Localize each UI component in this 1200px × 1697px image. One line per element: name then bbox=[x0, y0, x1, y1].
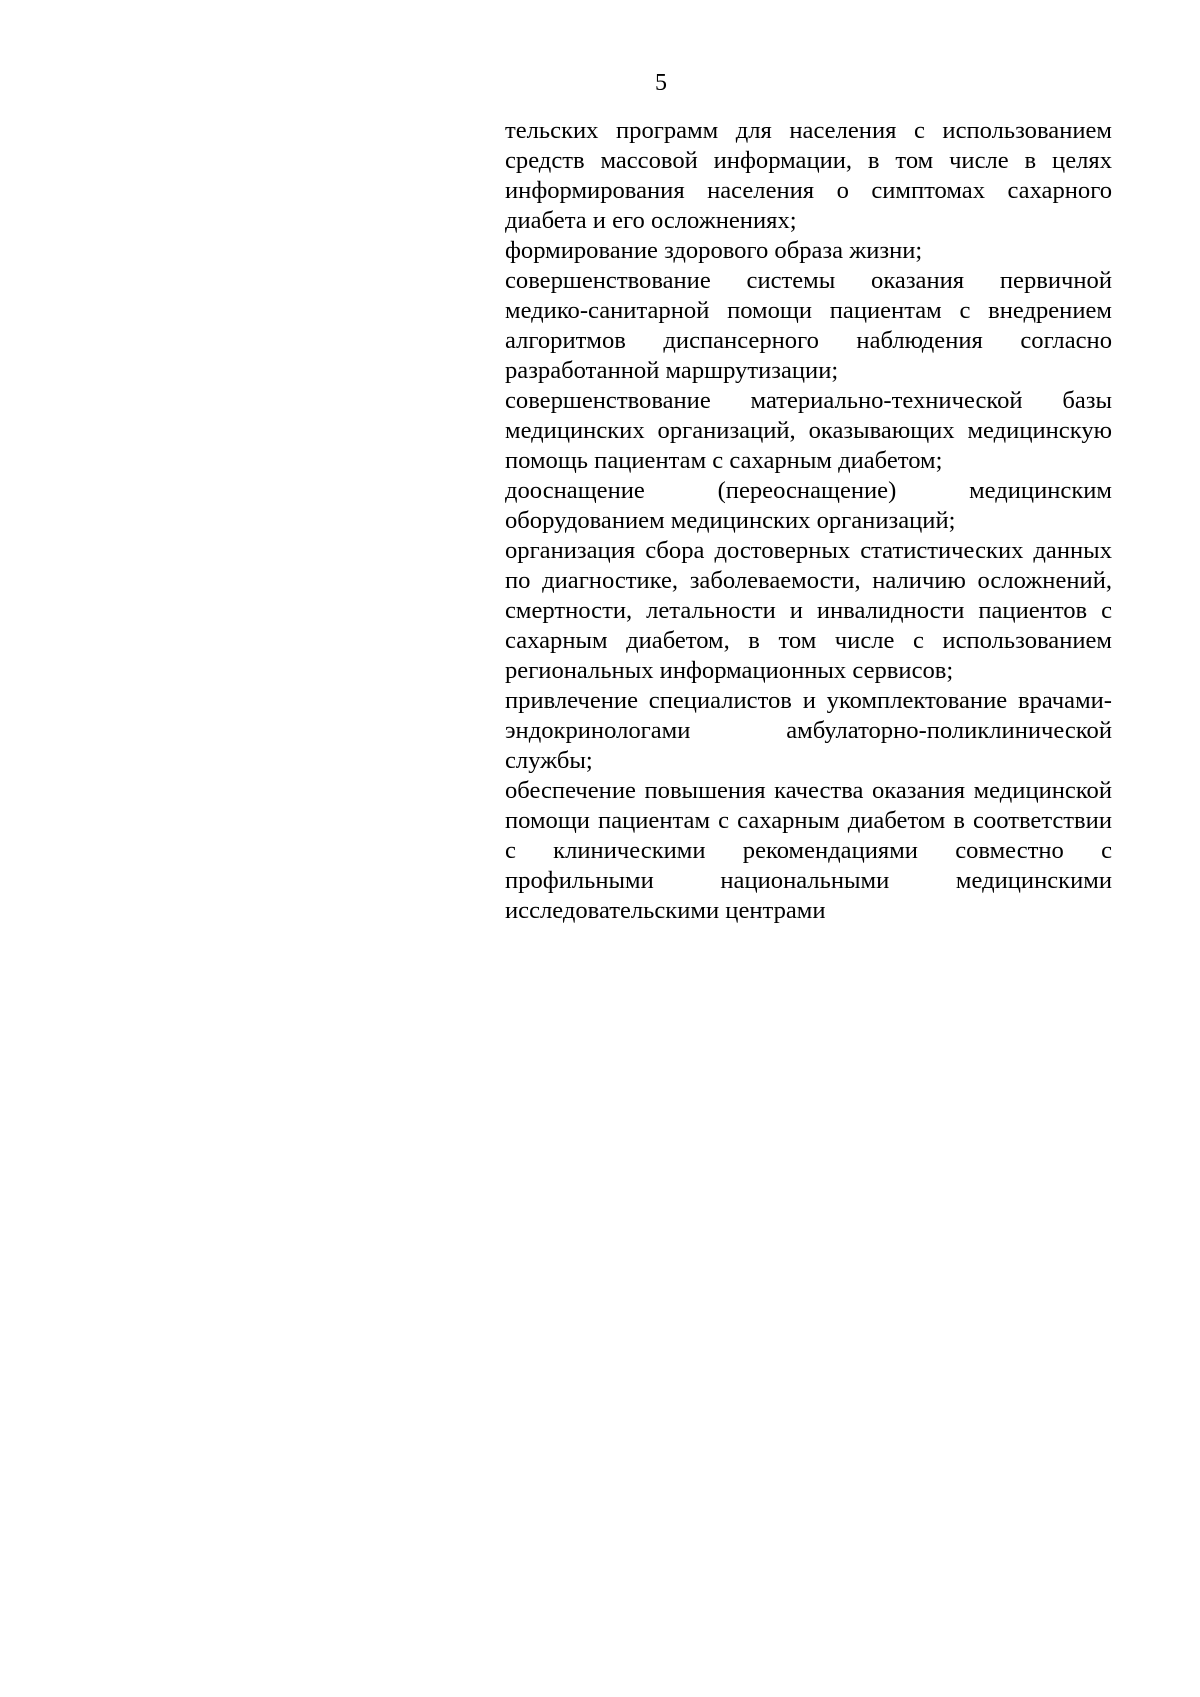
paragraph-5: дооснащение (переоснащение) медицинским оборудованием медицинских организаций; bbox=[505, 477, 1112, 534]
paragraph-6: организация сбора достоверных статистических данных по диагностике, заболеваемости, наличию осложнений, смертности, летальности и инвалидности пациентов с сахарным диабетом, в том числе с использованием региональных информационных сервисов; bbox=[505, 537, 1112, 684]
paragraph-2: формирование здорового образа жизни; bbox=[505, 237, 923, 264]
paragraph-7: привлечение специалистов и укомплектование врачами-эндокринологами амбулаторно-поликлинической службы; bbox=[505, 687, 1112, 774]
paragraph-3: совершенствование системы оказания первичной медико-санитарной помощи пациентам с внедрением алгоритмов диспансерного наблюдения согласно разработанной маршрутизации; bbox=[505, 267, 1112, 384]
paragraph-1: тельских программ для населения с использованием средств массовой информации, в том числе в целях информирования населения о симптомах сахарного диабета и его осложнениях; bbox=[505, 117, 1112, 234]
paragraph-8: обеспечение повышения качества оказания медицинской помощи пациентам с сахарным диабетом в соответствии с клиническими рекомендациями совместно с профильными национальными медицинскими исследовательскими центрами bbox=[505, 777, 1112, 924]
paragraph-4: совершенствование материально-технической базы медицинских организаций, оказывающих медицинскую помощь пациентам с сахарным диабетом; bbox=[505, 387, 1112, 474]
page-number: 5 bbox=[655, 70, 667, 96]
body-text bbox=[505, 116, 1112, 926]
